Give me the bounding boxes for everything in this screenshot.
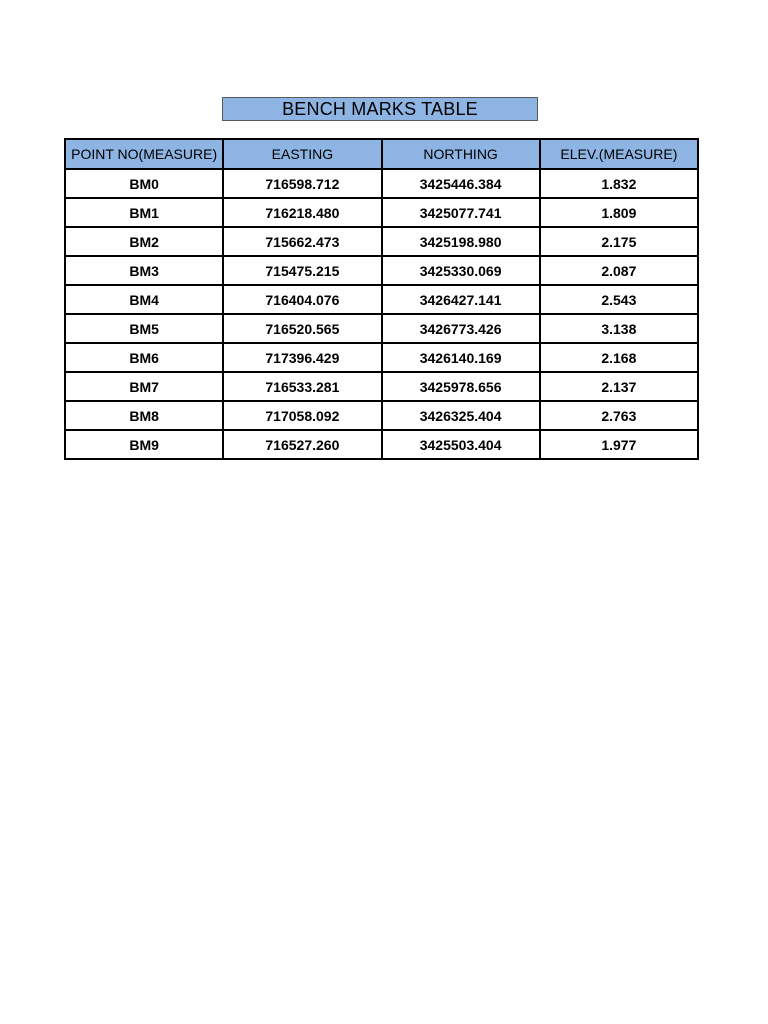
cell-northing: 3425978.656 <box>382 372 540 401</box>
cell-easting: 716527.260 <box>223 430 381 459</box>
cell-point-no: BM0 <box>65 169 223 198</box>
cell-point-no: BM4 <box>65 285 223 314</box>
cell-elevation: 2.168 <box>540 343 698 372</box>
cell-easting: 716520.565 <box>223 314 381 343</box>
cell-point-no: BM7 <box>65 372 223 401</box>
cell-elevation: 2.543 <box>540 285 698 314</box>
cell-northing: 3426325.404 <box>382 401 540 430</box>
cell-easting: 716404.076 <box>223 285 381 314</box>
table-row <box>65 198 698 227</box>
header-row <box>65 139 698 169</box>
cell-point-no: BM9 <box>65 430 223 459</box>
table-row <box>65 343 698 372</box>
cell-elevation: 2.137 <box>540 372 698 401</box>
header-point-no: POINT NO(MEASURE) <box>65 139 223 169</box>
header-northing: NORTHING <box>382 139 540 169</box>
table-title: BENCH MARKS TABLE <box>222 97 538 121</box>
table-row <box>65 314 698 343</box>
cell-elevation: 2.763 <box>540 401 698 430</box>
cell-elevation: 2.087 <box>540 256 698 285</box>
cell-point-no: BM5 <box>65 314 223 343</box>
cell-point-no: BM6 <box>65 343 223 372</box>
cell-elevation: 1.977 <box>540 430 698 459</box>
table-row <box>65 285 698 314</box>
cell-northing: 3426140.169 <box>382 343 540 372</box>
cell-point-no: BM3 <box>65 256 223 285</box>
cell-elevation: 1.832 <box>540 169 698 198</box>
cell-easting: 717058.092 <box>223 401 381 430</box>
cell-northing: 3426427.141 <box>382 285 540 314</box>
cell-northing: 3425198.980 <box>382 227 540 256</box>
table-row <box>65 169 698 198</box>
cell-easting: 716598.712 <box>223 169 381 198</box>
cell-easting: 716533.281 <box>223 372 381 401</box>
header-easting: EASTING <box>223 139 381 169</box>
cell-elevation: 2.175 <box>540 227 698 256</box>
cell-point-no: BM1 <box>65 198 223 227</box>
cell-northing: 3425446.384 <box>382 169 540 198</box>
cell-northing: 3425330.069 <box>382 256 540 285</box>
cell-easting: 715662.473 <box>223 227 381 256</box>
table-row <box>65 430 698 459</box>
cell-northing: 3425503.404 <box>382 430 540 459</box>
cell-elevation: 3.138 <box>540 314 698 343</box>
cell-northing: 3426773.426 <box>382 314 540 343</box>
table-row <box>65 227 698 256</box>
cell-easting: 716218.480 <box>223 198 381 227</box>
cell-point-no: BM2 <box>65 227 223 256</box>
cell-easting: 715475.215 <box>223 256 381 285</box>
bench-marks-table <box>64 138 699 460</box>
table-row <box>65 256 698 285</box>
cell-elevation: 1.809 <box>540 198 698 227</box>
cell-easting: 717396.429 <box>223 343 381 372</box>
table-row <box>65 372 698 401</box>
cell-northing: 3425077.741 <box>382 198 540 227</box>
header-elevation: ELEV.(MEASURE) <box>540 139 698 169</box>
cell-point-no: BM8 <box>65 401 223 430</box>
table-row <box>65 401 698 430</box>
